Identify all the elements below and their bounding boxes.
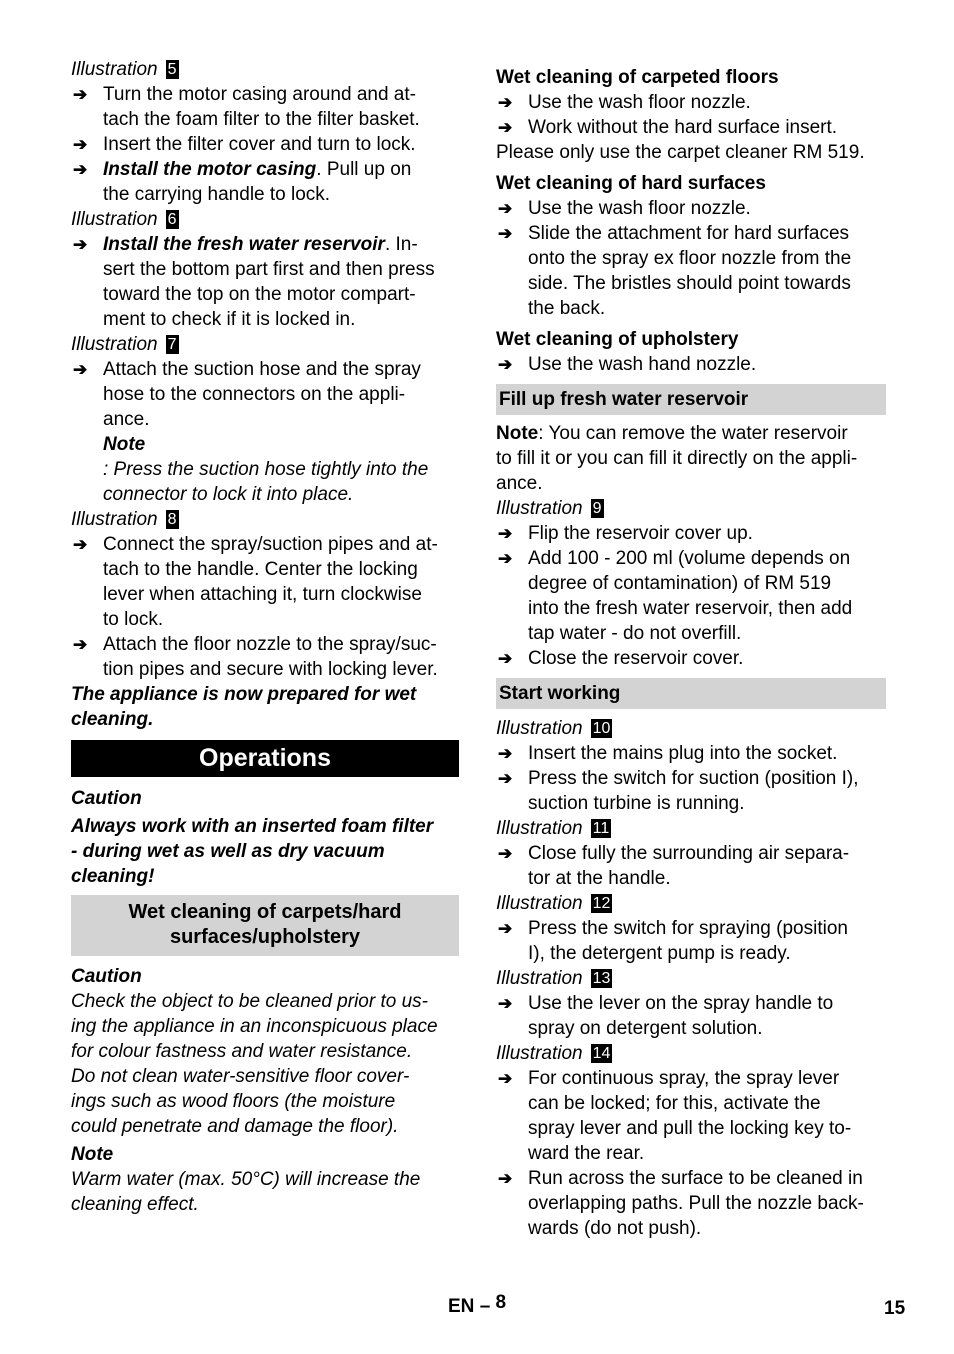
section-bar-fill-reservoir: Fill up fresh water reservoir	[496, 384, 886, 415]
instruction-step: ➔ Press the switch for suction (position I), suction turbine is running.	[498, 768, 859, 814]
arrow-right-icon: ➔	[498, 1069, 513, 1088]
illustration-ref: Illustration 11	[496, 818, 610, 839]
instruction-step: ➔ Turn the motor casing around and at- tach the foam filter to the filter basket.	[73, 84, 420, 130]
illustration-ref: Illustration 10	[496, 718, 611, 739]
instruction-step: ➔ Run across the surface to be cleaned in overlapping paths. Pull the nozzle back- wards (do not push).	[498, 1168, 864, 1239]
arrow-right-icon: ➔	[73, 635, 88, 654]
note-text: Warm water (max. 50°C) will increase the	[71, 1169, 421, 1190]
instruction-step: ➔ Flip the reservoir cover up.	[498, 523, 753, 544]
figure-number-badge: 14	[592, 1045, 611, 1062]
illustration-ref: Illustration 8	[71, 509, 177, 530]
instruction-step: ➔ Use the lever on the spray handle to spray on detergent solution.	[498, 993, 834, 1039]
note-label: Note	[103, 434, 146, 455]
fill-note: Note: You can remove the water reservoir	[496, 423, 848, 444]
arrow-right-icon: ➔	[498, 769, 513, 788]
instruction-step: ➔ Insert the filter cover and turn to lock.	[73, 134, 416, 155]
arrow-right-icon: ➔	[73, 85, 88, 104]
caution-label: Caution	[71, 966, 142, 987]
section-heading-operations: Operations	[71, 740, 459, 777]
instruction-step: ➔ Use the wash floor nozzle.	[498, 92, 751, 113]
arrow-right-icon: ➔	[498, 355, 513, 374]
arrow-right-icon: ➔	[498, 524, 513, 543]
subsection-heading-wet-cleaning: Wet cleaning of carpets/hard surfaces/upholstery	[71, 895, 459, 956]
figure-number-badge: 5	[167, 61, 177, 78]
instruction-step: ➔ Attach the floor nozzle to the spray/suc- tion pipes and secure with locking lever.	[73, 634, 438, 680]
heading-upholstery: Wet cleaning of upholstery	[496, 329, 739, 350]
instruction-step: ➔ Add 100 - 200 ml (volume depends on degree of contamination) of RM 519 into the fresh water reservoir, then add tap water - do not overfill.	[498, 548, 853, 644]
illustration-ref: Illustration 14	[496, 1043, 611, 1064]
instruction-step: ➔ Close the reservoir cover.	[498, 648, 744, 669]
left-column: Illustration 5 ➔ Turn the motor casing around and at- tach the foam filter to the filter basket. ➔ Insert the filter cover and turn to lock. ➔ Install the motor casing. Pull up on the carrying handle to lock. Illustration 6 ➔ Install the fresh water reservoir. In- sert the bottom part first and then press toward the top on the motor compart- ment to check if it is locked in. Illustration 7 ➔ Attach the suction hose and the spray hose to the connectors on the appli- ance. Note : Press the suction hose tightly into the connector to lock it into place. Illustration 8 ➔ Connect the spray/suction pipes and at- tach to the handle. Center the locking lever when attaching it, turn clockwise to lock. ➔ Attach the floor nozzle to the spray/suc- tion pipes and secure with locking lever. The appliance is now prepared for wet cleaning. Operations Caution Always work with an inserted foam filter - during wet as well as dry vacuum cleaning! Wet cleaning of carpets/hard surfaces/upholstery Caution Check the object to be cleaned prior to us- ing the appliance in an inconspicuous place for colour fastness and water resistance. Do not clean water-sensitive floor cover- ings such as wood floors (the moisture could penetrate and damage the floor). Note Warm water (max. 50°C) will increase the cleaning effect.	[71, 57, 459, 1217]
arrow-right-icon: ➔	[498, 1169, 513, 1188]
caution-text: Always work with an inserted foam filter	[71, 816, 434, 837]
instruction-step: ➔ Insert the mains plug into the socket.	[498, 743, 838, 764]
arrow-right-icon: ➔	[73, 135, 88, 154]
figure-number-badge: 9	[592, 500, 602, 517]
instruction-step: ➔ Use the wash hand nozzle.	[498, 354, 757, 375]
instruction-step: ➔ Use the wash floor nozzle.	[498, 198, 751, 219]
figure-number-badge: 12	[592, 895, 611, 912]
illustration-ref: Illustration 5	[71, 59, 177, 80]
arrow-right-icon: ➔	[498, 224, 513, 243]
arrow-right-icon: ➔	[498, 93, 513, 112]
note-label: Note	[71, 1144, 114, 1165]
page-number: 15	[884, 1298, 906, 1319]
instruction-step: ➔ Slide the attachment for hard surfaces onto the spray ex floor nozzle from the side. The bristles should point towards the back.	[498, 223, 852, 319]
arrow-right-icon: ➔	[498, 919, 513, 938]
right-column: Wet cleaning of carpeted floors ➔ Use the wash floor nozzle. ➔ Work without the hard surface insert. Please only use the carpet cleaner RM 519. Wet cleaning of hard surfaces ➔ Use the wash floor nozzle. ➔ Slide the attachment for hard surfaces onto the spray ex floor nozzle from the side. The bristles should point towards the back. Wet cleaning of upholstery ➔ Use the wash hand nozzle. Fill up fresh water reservoir Note: You can remove the water reservoir to fill it or you can fill it directly on the appli- ance. Illustration 9 ➔ Flip the reservoir cover up. ➔ Add 100 - 200 ml (volume depends on degree of contamination) of RM 519 into the fresh water reservoir, then add tap water - do not overfill. ➔ Close the reservoir cover. Start working Illustration 10 ➔ Insert the mains plug into the socket. ➔ Press the switch for suction (position I), suction turbine is running. Illustration 11 ➔ Close fully the surrounding air separa- tor at the handle. Illustration 12 ➔ Press the switch for spraying (position I), the detergent pump is ready. Illustration 13 ➔ Use the lever on the spray handle to spray on detergent solution. Illustration 14 ➔ For continuous spray, the spray lever can be locked; for this, activate the spray lever and pull the locking key to- ward the rear. ➔ Run across the surface to be cleaned in overlapping paths. Pull the nozzle back- wards (do not push).	[496, 57, 886, 1241]
illustration-ref: Illustration 6	[71, 209, 177, 230]
arrow-right-icon: ➔	[498, 199, 513, 218]
arrow-right-icon: ➔	[498, 844, 513, 863]
arrow-right-icon: ➔	[73, 235, 88, 254]
arrow-right-icon: ➔	[73, 535, 88, 554]
figure-number-badge: 11	[592, 820, 610, 837]
instruction-step: ➔ Connect the spray/suction pipes and at- tach to the handle. Center the locking lever when attaching it, turn clockwise to lock.	[73, 534, 438, 630]
arrow-right-icon: ➔	[498, 744, 513, 763]
illustration-ref: Illustration 9	[496, 498, 602, 519]
figure-number-badge: 7	[167, 336, 177, 353]
instruction-step: ➔ Install the motor casing. Pull up on the carrying handle to lock.	[73, 159, 412, 205]
illustration-ref: Illustration 12	[496, 893, 611, 914]
arrow-right-icon: ➔	[498, 994, 513, 1013]
arrow-right-icon: ➔	[73, 160, 88, 179]
prepared-statement: The appliance is now prepared for wet	[71, 684, 417, 705]
illustration-ref: Illustration 7	[71, 334, 177, 355]
instruction-step: ➔ For continuous spray, the spray lever can be locked; for this, activate the spray lever and pull the locking key to- ward the rear.	[498, 1068, 852, 1164]
instruction-step: ➔ Install the fresh water reservoir. In- sert the bottom part first and then press toward the top on the motor compart- ment to check if it is locked in.	[73, 234, 435, 330]
figure-number-badge: 10	[592, 720, 611, 737]
caution-label: Caution	[71, 788, 142, 809]
instruction-step: ➔ Attach the suction hose and the spray hose to the connectors on the appli- ance. Note : Press the suction hose tightly into the connector to lock it into place.	[71, 357, 459, 507]
figure-number-badge: 13	[592, 970, 611, 987]
illustration-ref: Illustration 13	[496, 968, 611, 989]
heading-hard-surfaces: Wet cleaning of hard surfaces	[496, 173, 766, 194]
instruction-step: ➔ Press the switch for spraying (position I), the detergent pump is ready.	[498, 918, 848, 964]
footer-language-page: EN – 8	[448, 1292, 507, 1317]
arrow-right-icon: ➔	[498, 649, 513, 668]
carpet-note: Please only use the carpet cleaner RM 519.	[496, 142, 865, 163]
heading-carpeted-floors: Wet cleaning of carpeted floors	[496, 67, 779, 88]
instruction-step: ➔ Close fully the surrounding air separa- tor at the handle.	[498, 843, 850, 889]
instruction-step: ➔ Work without the hard surface insert.	[498, 117, 838, 138]
arrow-right-icon: ➔	[73, 360, 88, 379]
caution-text: Check the object to be cleaned prior to us-	[71, 991, 428, 1012]
arrow-right-icon: ➔	[498, 118, 513, 137]
figure-number-badge: 8	[167, 511, 177, 528]
figure-number-badge: 6	[167, 211, 177, 228]
arrow-right-icon: ➔	[498, 549, 513, 568]
section-bar-start-working: Start working	[496, 678, 886, 709]
